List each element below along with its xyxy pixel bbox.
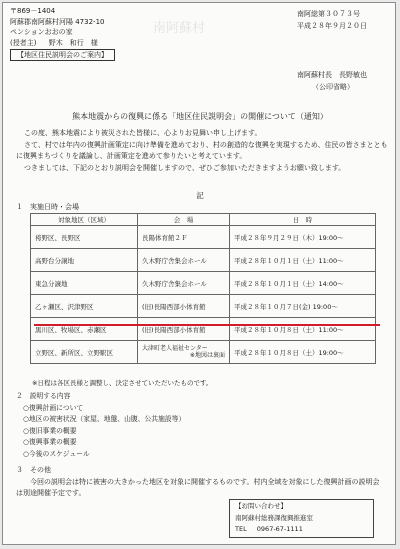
body-paragraph: さて、村では年内の復興計画策定に向け準備を進めており、村の創造的な復興を実現するため、住民の皆さまとともに復興まちづくりを議論し、計画策定を進めて参りたいと考えています。: [16, 140, 388, 160]
column-header: 対象地区（区域）: [31, 214, 138, 226]
table-row: [31, 249, 376, 272]
list-item: ○今後のスケジュール: [23, 449, 90, 458]
table-cell-datetime: 平成２８年１０月８日（土）11:00～: [229, 318, 375, 341]
table-cell-venue: [138, 341, 230, 364]
list-item: ○復興事業の概要: [23, 438, 77, 446]
table-cell-datetime: 平成２８年９月２９日（木）19:00～: [229, 226, 375, 249]
section-3-title: ３ その他: [16, 466, 51, 474]
table-row-highlighted: [31, 295, 376, 318]
address-line: 阿蘇郡南阿蘇村河陽 4732-10: [10, 17, 105, 26]
table-cell-area: 黒川区、牧場区、赤瀬区: [31, 318, 138, 341]
venue-note: ※地図は裏面: [189, 352, 225, 359]
sender-name: 南阿蘇村長 長野敏也: [297, 71, 367, 79]
section-2-title: ２ 説明する内容: [16, 392, 71, 400]
recipient-label: (授者主): [10, 38, 37, 47]
body-paragraph: この度、熊本地震により被災された皆様に、心よりお見舞い申し上げます。: [24, 129, 262, 137]
table-row: [31, 341, 376, 364]
table-note: ※日程は各区長様と調整し、決定させていただいたものです。: [32, 379, 213, 387]
section-1-title: １ 実施日時・会場: [16, 203, 79, 211]
table-cell-venue: 久木野庁舎集会ホール: [138, 272, 230, 295]
list-item: ○復興計画について: [23, 403, 84, 412]
recipient-name: 野木 和行 様: [48, 38, 98, 47]
ki-heading: 記: [196, 191, 204, 200]
table-cell-area: 立野区、新所区、立野駅区: [31, 341, 138, 364]
notice-document: [2, 2, 396, 545]
address-line: ペンションおおの家: [10, 28, 73, 36]
column-header: 会 場: [138, 214, 230, 226]
table-cell-area: 乙ヶ瀬区、沢津野区: [31, 295, 138, 318]
table-cell-area: 袴野区、長野区: [31, 226, 138, 249]
phone-number: 0967-67-1111: [256, 525, 303, 533]
address-block: [10, 6, 160, 108]
venue-name: 大津町老人福祉センター: [142, 344, 208, 352]
document-title: 熊本地震からの復興に係る「地区住民説明会」の開催について（通知）: [72, 112, 328, 121]
schedule-table: [30, 213, 376, 364]
phone-label: TEL: [235, 525, 247, 533]
section-2: [16, 391, 186, 460]
table-cell-venue: 久木野庁舎集会ホール: [138, 249, 230, 272]
red-underline: [34, 324, 380, 326]
table-row: [31, 226, 376, 249]
seal-note: （公印省略）: [312, 83, 354, 91]
table-cell-datetime: 平成２８年１０月１日（土）14:00～: [229, 272, 375, 295]
body-paragraph: つきましては、下記のとおり説明会を開催しますので、ぜひご参加いただきますようお願い致します。: [24, 163, 346, 172]
body-text: [16, 128, 388, 174]
section-3-text: 今回の説明会は特に被害の大きかった地区を対象に開催するものです。村内全域を対象にした復興計画の説明会は別途開催予定です。: [16, 478, 380, 497]
contact-org: 南阿蘇村総務課復興推進室: [235, 513, 313, 522]
table-cell-venue: (旧)長陽西部小体育館: [138, 318, 230, 341]
table-row: [31, 272, 376, 295]
contact-box: [229, 499, 374, 538]
list-item: ○復旧事業の概要: [23, 426, 77, 435]
watermark-text: 南阿蘇村: [153, 21, 206, 36]
postal-code: 〒869－1404: [10, 7, 56, 15]
contact-title: 【お問い合わせ】: [235, 502, 287, 510]
table-cell-venue: 長陽体育館２Ｆ: [138, 226, 230, 249]
table-cell-venue: (旧)長陽西部小体育館: [138, 295, 230, 318]
document-number: 南阿総第３０７３号: [297, 10, 360, 18]
document-date: 平成２８年９月２０日: [297, 22, 367, 30]
contact-phone: [235, 524, 368, 536]
recipient: [10, 38, 160, 49]
table-cell-area: 東急分譲地: [31, 272, 138, 295]
column-header: 日 時: [229, 214, 375, 226]
list-item: ○地区の被害状況（家屋、地盤、山腹、公共施設等）: [23, 415, 186, 423]
table-row: [31, 318, 376, 341]
table-cell-area: 高野台分譲地: [31, 249, 138, 272]
notice-label: 【地区住民説明会のご案内】: [10, 49, 115, 61]
table-cell-datetime: 平成２８年１０月７日(金) 19:00～: [229, 295, 375, 318]
table-header-row: [31, 214, 376, 226]
table-cell-datetime: 平成２８年１０月８日（土）19:00～: [229, 341, 375, 364]
table-cell-datetime: 平成２８年１０月１日（土）11:00～: [229, 249, 375, 272]
